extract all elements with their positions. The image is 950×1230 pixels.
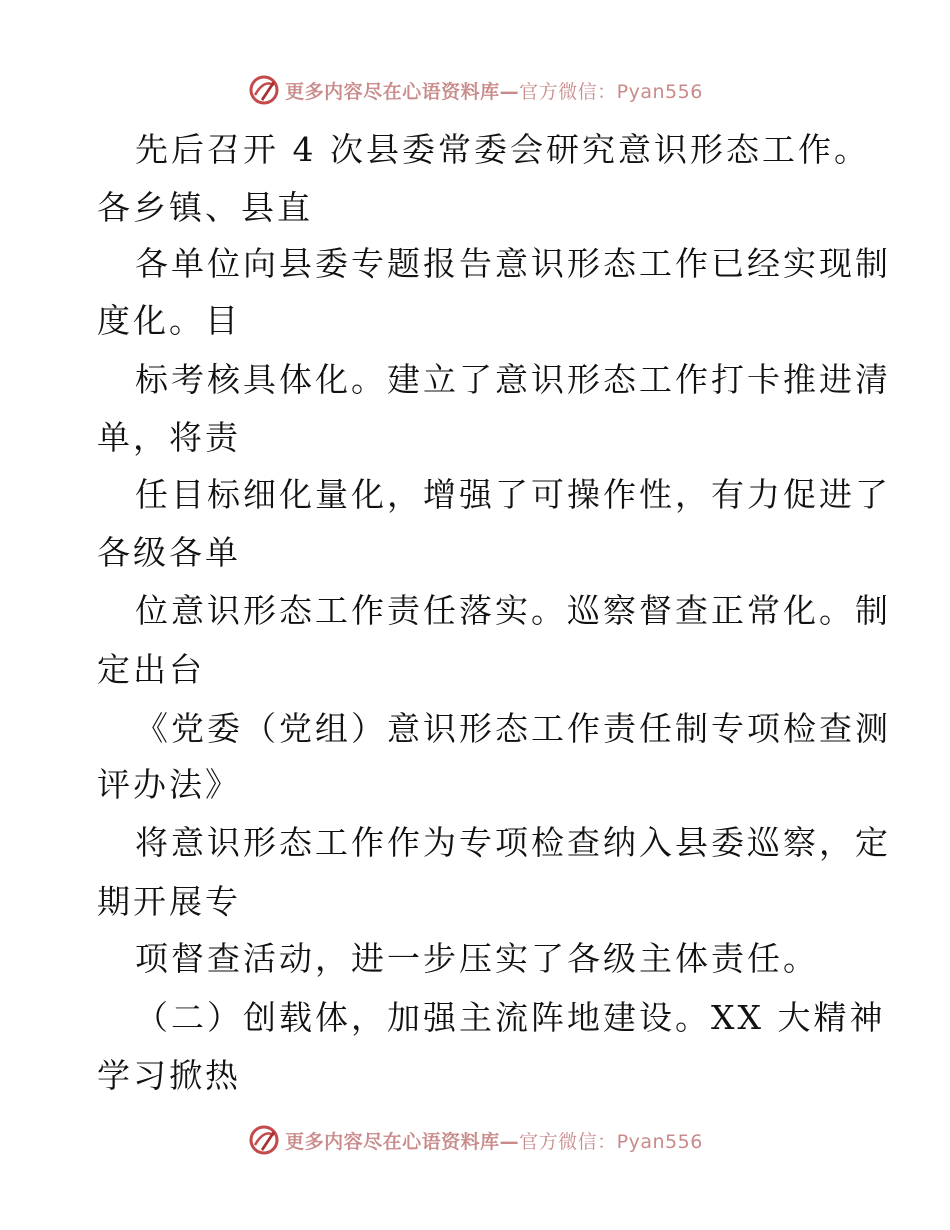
text-line: 期开展专 <box>97 882 241 921</box>
text-line: 学习掀热 <box>97 1056 241 1095</box>
text-line: 定出台 <box>97 650 205 689</box>
watermark-separator: — <box>499 1130 520 1153</box>
watermark-text <box>285 77 703 104</box>
watermark-brand: 更多内容尽在心语资料库 <box>285 80 500 103</box>
text-line: 标考核具体化。建立了意识形态工作打卡推进清 <box>135 360 891 399</box>
text-line: 各单位向县委专题报告意识形态工作已经实现制 <box>135 244 891 283</box>
watermark-brand: 更多内容尽在心语资料库 <box>285 1130 500 1153</box>
text-line: 评办法》 <box>97 765 241 804</box>
text-line: 单，将责 <box>97 418 241 457</box>
pen-swirl-logo-icon <box>247 73 281 107</box>
text-line: 任目标细化量化，增强了可操作性，有力促进了 <box>135 475 891 514</box>
footer-watermark <box>0 1120 950 1160</box>
text-line: 各乡镇、县直 <box>97 188 313 227</box>
header-watermark <box>0 70 950 110</box>
text-line: 位意识形态工作责任落实。巡察督查正常化。制 <box>135 591 891 630</box>
text-line: 《党委（党组）意识形态工作责任制专项检查测 <box>135 709 891 748</box>
text-line: 度化。目 <box>97 301 241 340</box>
watermark-contact: 官方微信：Pyan556 <box>519 80 703 103</box>
pen-swirl-logo-icon <box>247 1123 281 1157</box>
text-line: 将意识形态工作作为专项检查纳入县委巡察，定 <box>135 823 891 862</box>
watermark-separator: — <box>499 80 520 103</box>
text-line: 各级各单 <box>97 533 241 572</box>
text-line: 先后召开 4 次县委常委会研究意识形态工作。 <box>135 130 870 169</box>
watermark-contact: 官方微信：Pyan556 <box>519 1130 703 1153</box>
text-line: （二）创载体，加强主流阵地建设。XX 大精神 <box>135 998 886 1037</box>
text-line: 项督查活动，进一步压实了各级主体责任。 <box>135 939 819 978</box>
watermark-text <box>285 1127 703 1154</box>
